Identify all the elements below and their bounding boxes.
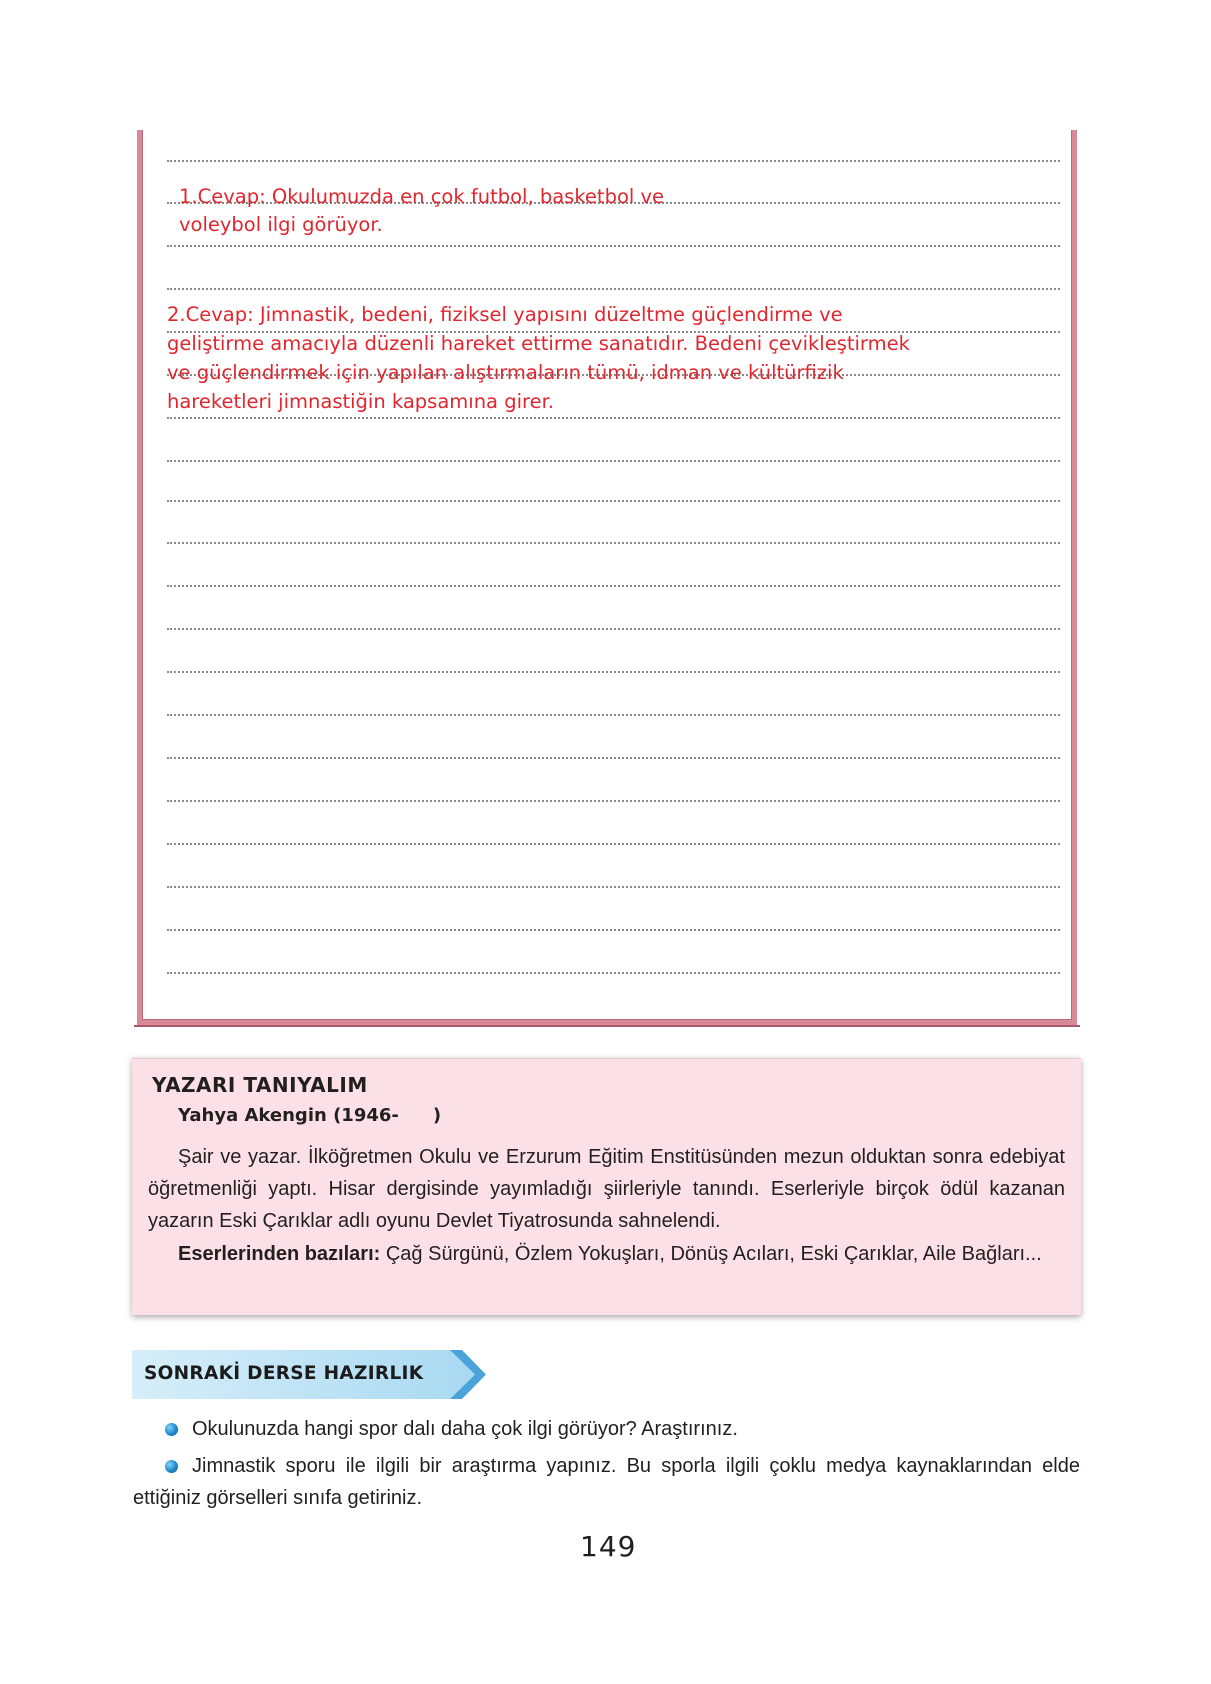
dotted-line (167, 500, 1060, 502)
bullet-icon (165, 1423, 178, 1436)
dotted-line (167, 460, 1060, 462)
dotted-line (167, 417, 1060, 419)
dotted-line (167, 245, 1060, 247)
bullet-icon (165, 1460, 178, 1473)
answer2-line4: hareketleri jimnastiğin kapsamına girer. (167, 390, 555, 413)
next-lesson-item-2-cont: ettiğiniz görselleri sınıfa getiriniz. (133, 1487, 423, 1509)
dotted-line (167, 886, 1060, 888)
dotted-line (167, 800, 1060, 802)
next-lesson-title: SONRAKİ DERSE HAZIRLIK (144, 1363, 424, 1384)
answer1-line1: 1.Cevap: Okulumuzda en çok futbol, basketbol ve (179, 185, 665, 208)
dotted-line (167, 160, 1060, 162)
dotted-line (167, 542, 1060, 544)
next-lesson-item-1: Okulunuzda hangi spor dalı daha çok ilgi görüyor? Araştırınız. (192, 1418, 738, 1440)
dotted-line (167, 929, 1060, 931)
author-works-label: Eserlerinden bazıları: (178, 1243, 381, 1265)
dotted-line (167, 288, 1060, 290)
answer2-line1: 2.Cevap: Jimnastik, bedeni, fiziksel yapısını düzeltme güçlendirme ve (167, 303, 843, 326)
page-number: 149 (580, 1530, 637, 1563)
author-works-list: Çağ Sürgünü, Özlem Yokuşları, Dönüş Acıları, Eski Çarıklar, Aile Bağları... (385, 1243, 1042, 1265)
frame-bottom-rule (134, 1025, 1080, 1027)
next-lesson-banner (132, 1350, 486, 1399)
author-info-box (132, 1058, 1081, 1315)
dotted-line (167, 714, 1060, 716)
author-name-close: ) (432, 1105, 442, 1126)
author-section-title: YAZARI TANIYALIM (152, 1073, 368, 1097)
author-works (148, 1238, 1065, 1270)
dotted-line (167, 628, 1060, 630)
answer1-line2: voleybol ilgi görüyor. (179, 213, 383, 236)
dotted-line (167, 757, 1060, 759)
answer2-line2: geliştirme amacıyla düzenli hareket ettirme sanatıdır. Bedeni çevikleştirmek (167, 332, 910, 355)
dotted-line (167, 972, 1060, 974)
writing-area (137, 130, 1077, 1025)
author-name-text: Yahya Akengin (1946- (178, 1105, 399, 1126)
dotted-line (167, 671, 1060, 673)
next-lesson-item-2: Jimnastik sporu ile ilgili bir araştırma yapınız. Bu sporla ilgili çoklu medya kaynaklarından elde (192, 1455, 1080, 1477)
author-bio: Şair ve yazar. İlköğretmen Okulu ve Erzurum Eğitim Enstitüsünden mezun olduktan sonra edebiyat öğretmenliği yaptı. Hisar dergisinde yayımladığı şiirleriyle tanındı. Eserleriyle birçok ödül kazanan yazarın Eski Çarıklar adlı oyunu Devlet Tiyatrosunda sahnelendi. (148, 1146, 1065, 1232)
dotted-line (167, 585, 1060, 587)
dotted-line (167, 843, 1060, 845)
author-name (178, 1105, 441, 1126)
answer2-line3: ve güçlendirmek için yapılan alıştırmaların tümü, idman ve kültürfizik (167, 361, 844, 384)
